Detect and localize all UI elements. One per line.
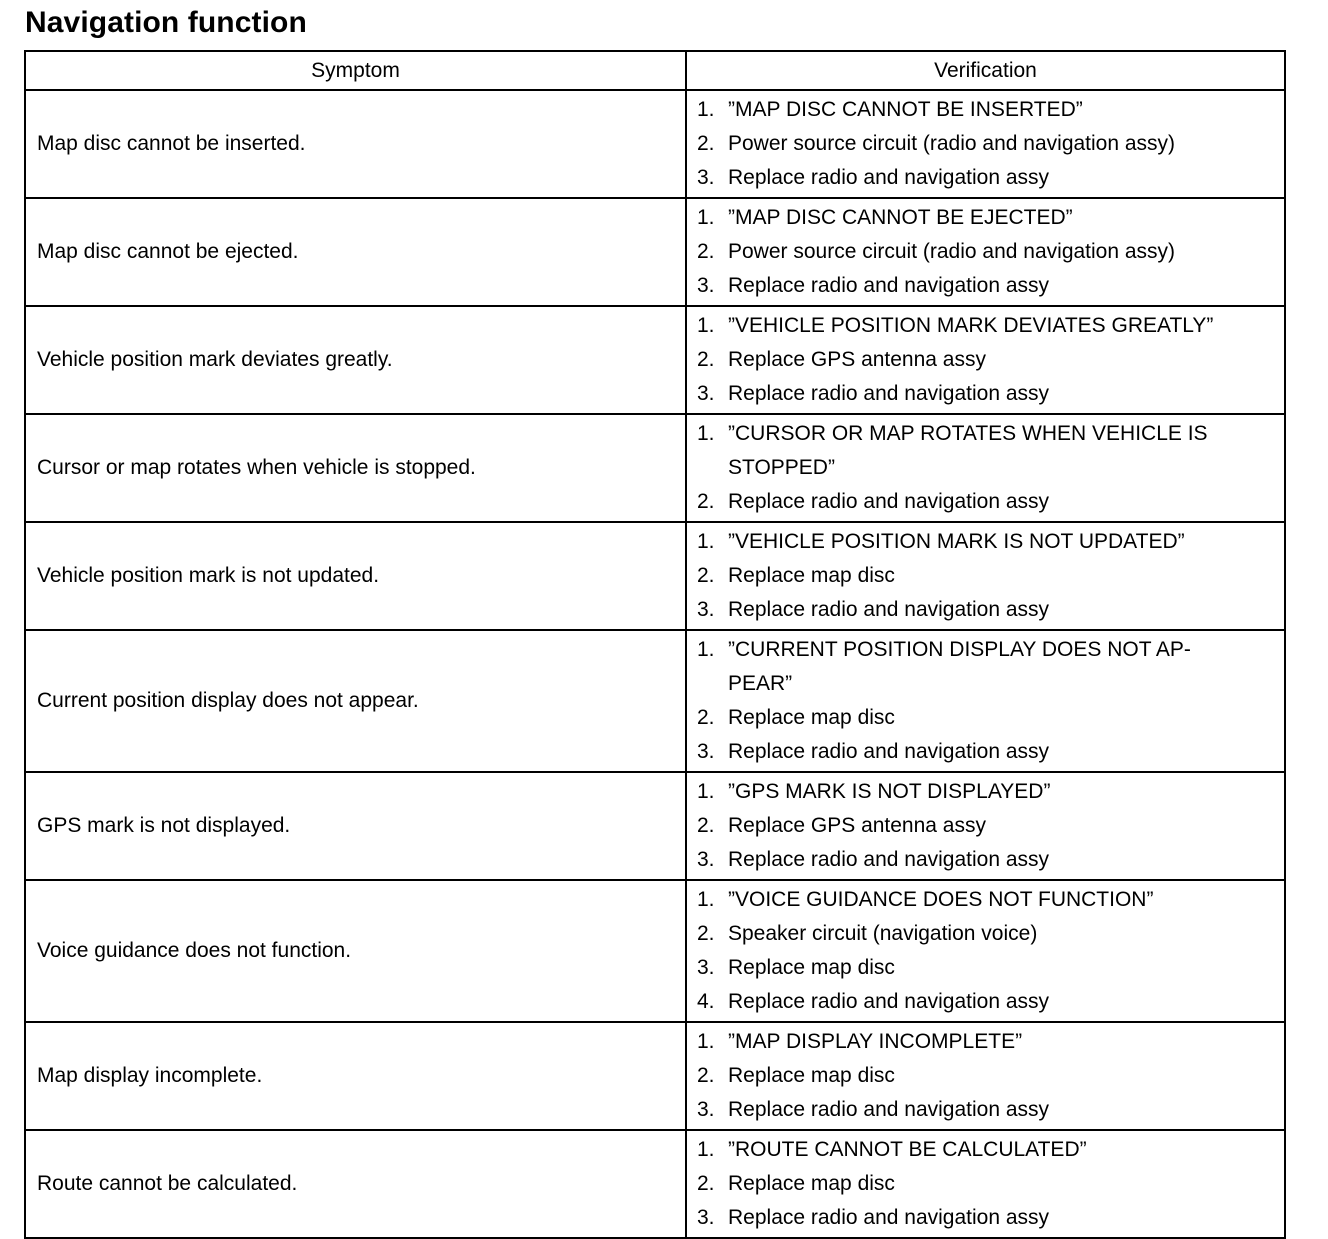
navigation-function-table: [24, 50, 1286, 1239]
verification-steps: [697, 309, 1278, 411]
verification-step: [697, 269, 1278, 303]
step-number: 2.: [697, 132, 715, 155]
symptom-cell: Map display incomplete.: [25, 1022, 686, 1130]
verification-step: [697, 735, 1278, 769]
verification-step: [697, 633, 1278, 667]
step-number: 1.: [697, 780, 715, 803]
symptom-cell: Map disc cannot be inserted.: [25, 90, 686, 198]
step-text: ”GPS MARK IS NOT DISPLAYED”: [728, 780, 1051, 803]
step-text: ”ROUTE CANNOT BE CALCULATED”: [728, 1138, 1087, 1161]
verification-cell: [686, 414, 1285, 522]
step-number: 2.: [697, 922, 715, 945]
verification-step: [697, 985, 1278, 1019]
verification-cell: [686, 198, 1285, 306]
symptom-cell: Route cannot be calculated.: [25, 1130, 686, 1238]
step-number: 3.: [697, 598, 715, 621]
step-text: ”MAP DISC CANNOT BE EJECTED”: [728, 206, 1073, 229]
step-number: 3.: [697, 956, 715, 979]
step-number: 2.: [697, 706, 715, 729]
page-title: Navigation function: [25, 6, 307, 39]
symptom-cell: Cursor or map rotates when vehicle is stopped.: [25, 414, 686, 522]
step-text: ”CURRENT POSITION DISPLAY DOES NOT AP-: [728, 638, 1191, 661]
verification-step: [697, 593, 1278, 627]
step-text: Replace radio and navigation assy: [728, 990, 1050, 1013]
verification-steps: [697, 93, 1278, 195]
verification-step: [697, 917, 1278, 951]
verification-column-header: Verification: [686, 51, 1285, 90]
verification-step: [697, 1201, 1278, 1235]
verification-step: [697, 377, 1278, 411]
table-header-row: [25, 51, 1285, 90]
table-row: [25, 306, 1285, 414]
verification-cell: [686, 90, 1285, 198]
step-number: 1.: [697, 206, 715, 229]
step-text: Replace map disc: [728, 564, 895, 587]
symptom-column-header: Symptom: [25, 51, 686, 90]
symptom-cell: Voice guidance does not function.: [25, 880, 686, 1022]
verification-step: [697, 1167, 1278, 1201]
step-number: 1.: [697, 1030, 715, 1053]
step-number: 2.: [697, 1064, 715, 1087]
step-number: 1.: [697, 98, 715, 121]
symptom-cell: Vehicle position mark deviates greatly.: [25, 306, 686, 414]
step-number: 1.: [697, 422, 715, 445]
step-number: 2.: [697, 348, 715, 371]
table-row: [25, 522, 1285, 630]
step-number: 4.: [697, 990, 715, 1013]
step-text: Replace map disc: [728, 706, 895, 729]
verification-steps: [697, 417, 1278, 519]
verification-cell: [686, 630, 1285, 772]
step-text: Replace radio and navigation assy: [728, 740, 1050, 763]
step-number: 1.: [697, 638, 715, 661]
verification-step: [697, 309, 1278, 343]
symptom-cell: GPS mark is not displayed.: [25, 772, 686, 880]
verification-steps: [697, 883, 1278, 1019]
verification-step: [697, 701, 1278, 735]
step-number: 3.: [697, 1098, 715, 1121]
table-row: [25, 880, 1285, 1022]
step-text: Replace GPS antenna assy: [728, 348, 986, 371]
table-row: [25, 1130, 1285, 1238]
step-text: Replace GPS antenna assy: [728, 814, 986, 837]
step-text: ”CURSOR OR MAP ROTATES WHEN VEHICLE IS: [728, 422, 1208, 445]
step-number: 3.: [697, 382, 715, 405]
step-text: PEAR”: [728, 672, 793, 695]
table-row: [25, 772, 1285, 880]
table-row: [25, 1022, 1285, 1130]
verification-steps: [697, 775, 1278, 877]
step-number: 1.: [697, 888, 715, 911]
step-text: Replace radio and navigation assy: [728, 848, 1050, 871]
symptom-cell: Current position display does not appear.: [25, 630, 686, 772]
step-number: 1.: [697, 314, 715, 337]
step-number: 3.: [697, 740, 715, 763]
step-text: Power source circuit (radio and navigation assy): [728, 240, 1176, 263]
step-number: 1.: [697, 530, 715, 553]
verification-step: [697, 235, 1278, 269]
step-text: ”MAP DISPLAY INCOMPLETE”: [728, 1030, 1023, 1053]
step-text: Replace radio and navigation assy: [728, 166, 1050, 189]
verification-step: [697, 809, 1278, 843]
verification-step: [697, 343, 1278, 377]
step-number: 2.: [697, 240, 715, 263]
step-text: Replace radio and navigation assy: [728, 274, 1050, 297]
symptom-cell: Vehicle position mark is not updated.: [25, 522, 686, 630]
step-number: 2.: [697, 1172, 715, 1195]
step-number: 1.: [697, 1138, 715, 1161]
step-text: ”VOICE GUIDANCE DOES NOT FUNCTION”: [728, 888, 1154, 911]
step-text: ”VEHICLE POSITION MARK IS NOT UPDATED”: [728, 530, 1185, 553]
step-text: Replace map disc: [728, 1064, 895, 1087]
verification-cell: [686, 1022, 1285, 1130]
verification-step: [697, 883, 1278, 917]
verification-cell: [686, 1130, 1285, 1238]
table-body: [25, 90, 1285, 1238]
table-row: [25, 90, 1285, 198]
step-text: Replace map disc: [728, 956, 895, 979]
step-number: 3.: [697, 274, 715, 297]
step-text: Replace map disc: [728, 1172, 895, 1195]
verification-step: [697, 1025, 1278, 1059]
step-text: Speaker circuit (navigation voice): [728, 922, 1038, 945]
verification-step: [697, 417, 1278, 451]
verification-steps: [697, 201, 1278, 303]
verification-steps: [697, 633, 1278, 769]
step-text: Power source circuit (radio and navigation assy): [728, 132, 1176, 155]
step-number: [697, 667, 728, 701]
step-text: Replace radio and navigation assy: [728, 1206, 1050, 1229]
step-number: 2.: [697, 564, 715, 587]
verification-step: [697, 1059, 1278, 1093]
verification-step: [697, 775, 1278, 809]
step-text: Replace radio and navigation assy: [728, 382, 1050, 405]
verification-step: [697, 525, 1278, 559]
step-number: 2.: [697, 814, 715, 837]
verification-step: [697, 951, 1278, 985]
step-text: Replace radio and navigation assy: [728, 598, 1050, 621]
verification-cell: [686, 306, 1285, 414]
verification-step: [697, 1093, 1278, 1127]
symptom-cell: Map disc cannot be ejected.: [25, 198, 686, 306]
step-text: ”VEHICLE POSITION MARK DEVIATES GREATLY”: [728, 314, 1214, 337]
step-text: Replace radio and navigation assy: [728, 490, 1050, 513]
step-number: 2.: [697, 490, 715, 513]
table-row: [25, 414, 1285, 522]
verification-steps: [697, 1025, 1278, 1127]
step-text: ”MAP DISC CANNOT BE INSERTED”: [728, 98, 1083, 121]
verification-cell: [686, 522, 1285, 630]
verification-step: [697, 201, 1278, 235]
step-number: [697, 451, 728, 485]
step-text: STOPPED”: [728, 456, 835, 479]
verification-step: [697, 559, 1278, 593]
verification-step-continuation: [697, 451, 1278, 485]
verification-steps: [697, 1133, 1278, 1235]
step-number: 3.: [697, 1206, 715, 1229]
verification-steps: [697, 525, 1278, 627]
verification-step: [697, 843, 1278, 877]
step-number: 3.: [697, 166, 715, 189]
verification-step-continuation: [697, 667, 1278, 701]
verification-cell: [686, 880, 1285, 1022]
step-text: Replace radio and navigation assy: [728, 1098, 1050, 1121]
verification-step: [697, 1133, 1278, 1167]
table-row: [25, 630, 1285, 772]
table-row: [25, 198, 1285, 306]
verification-step: [697, 127, 1278, 161]
verification-step: [697, 93, 1278, 127]
verification-step: [697, 161, 1278, 195]
verification-cell: [686, 772, 1285, 880]
verification-step: [697, 485, 1278, 519]
step-number: 3.: [697, 848, 715, 871]
